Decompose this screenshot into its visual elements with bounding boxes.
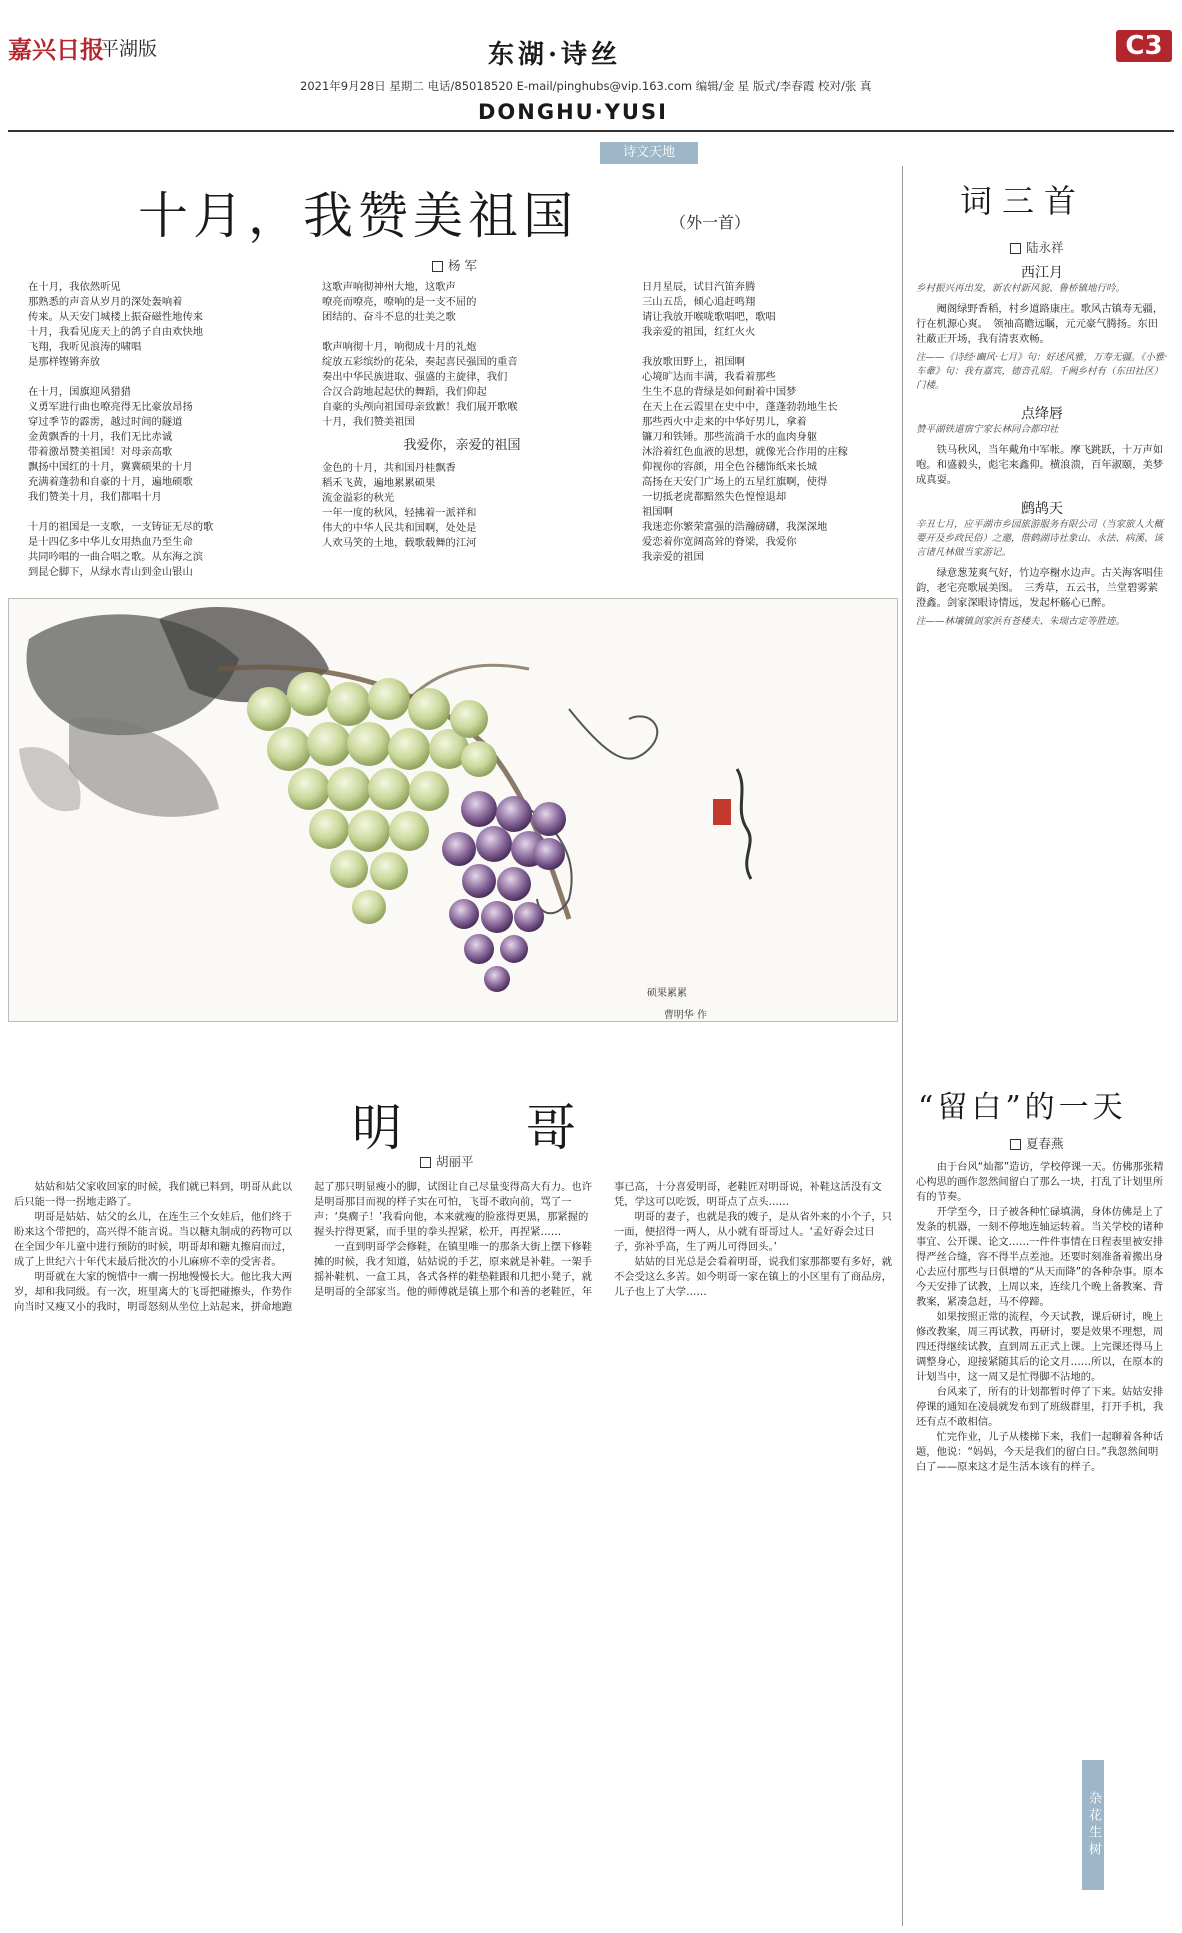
- poem-line: 合汉合韵地起起伏的舞蹈，我们仰起: [322, 386, 487, 398]
- poem-line: 三山五岳，倾心追赶鸣翔: [642, 296, 756, 308]
- paragraph: 一直到明哥学会修鞋，在镇里唯一的那条大街上摆下修鞋摊的时候，我才知道，姑姑说的手艺，原来就是补鞋。一架手摇补鞋机、一盒工具，各式各样的鞋垫鞋跟和几把小凳子，就是明哥的全部家当。他的师傅就是镇上那个和善的老鞋匠，年事已高，十分喜爱明哥，老鞋匠对明哥说，补鞋这活没有文凭，学这可以吃饭，明哥点了点头……: [314, 1181, 882, 1298]
- poem-line: 在天上在云霞里在史中中，蓬蓬勃勃地生长: [642, 401, 838, 413]
- stanza-break: [322, 325, 602, 340]
- ci-poem: [916, 403, 1168, 488]
- section-pinyin: DONGHU·YUSI: [478, 100, 668, 124]
- painting-inscription: 硕果累累: [647, 988, 687, 999]
- blank-day-body: [916, 1160, 1168, 1920]
- ci-poem-text: 铁马秋风，当年戴角中军帐。摩飞跳跃，十万声如咆。和盛毅头，彪宅来鑫仰。横浪溃，百年淑颐，美梦成真耍。: [916, 444, 1164, 486]
- poem-line: 金色的十月，共和国丹桂飘香: [322, 462, 456, 474]
- grape-painting-art: [9, 599, 897, 1021]
- poem-line: 我亲爱的祖国: [642, 551, 704, 563]
- poem-line: 日月星辰，试目汽笛奔腾: [642, 281, 756, 293]
- poem-line: 义勇军进行曲也嘹亮得无比豪放昂扬: [28, 401, 193, 413]
- poem-line: 镰刀和铁锤。那些流淌千水的血肉身躯: [642, 431, 818, 443]
- poem-line: 十月的祖国是一支歌，一支铸证无尽的歌: [28, 521, 214, 533]
- poem-line: 飞翔，我听见浪涛的啸唱: [28, 341, 142, 353]
- poem-subtitle: （外一首）: [670, 213, 751, 232]
- poem-column-2: [322, 280, 602, 551]
- paragraph: 姑姑和姑父家收回家的时候，我们就已料到，明哥从此以后只能一得一拐地走路了。: [14, 1181, 293, 1208]
- poem-byline: [432, 256, 477, 274]
- poem-subheading: 我爱你，亲爱的祖国: [403, 438, 521, 453]
- stanza-break: [642, 340, 897, 355]
- poem-line: 高扬在天安门广场上的五星红旗啊，使得: [642, 476, 828, 488]
- ci-poem: [916, 498, 1168, 629]
- byline-box-icon: [420, 1157, 431, 1168]
- poem-line: 我迷恋你繁荣富强的浩瀚磅礴，我深深地: [642, 521, 828, 533]
- poem-line: 穿过季节的霹雳，越过时间的隧道: [28, 416, 183, 428]
- poem-line: 仰视你的容颜，用全色谷穗饰纸来长城: [642, 461, 818, 473]
- poem-line: 生生不息的背绿是如何耐着中国梦: [642, 386, 797, 398]
- ci-poem-title: 西江月: [1021, 265, 1063, 281]
- ci-poem-text: 阉阁绿野香稻，村乡道路康庄。歌风古镇寿无疆，行在机源心爽。 领袖高瞻远瞩，元元豪气腾扬。东田社蔽正开场，我有清衷欢畅。: [916, 303, 1164, 345]
- poem-line: 伟大的中华人民共和国啊，处处是: [322, 522, 477, 534]
- poem-line: 这歌声响彻神州大地，这歌声: [322, 281, 456, 293]
- section-title: 东湖·诗丝: [488, 40, 622, 70]
- poem-column-1: [28, 280, 298, 580]
- paragraph: 明哥就在大家的惋惜中一瘸一拐地慢慢长大。他比我大两岁，却和我同级。有一次，班里离大的飞哥把碰擦头，作势作向当时又瘦又小的我时，明哥怒刻从坐位上站起来，拼命地跑起了那只明显瘦小的脚，试图让自己尽量变得高大有力。也许是明哥那目而视的样子实在可怕，飞哥不敢向前，骂了一声：‘臭瘸子！’我看向他，本来就瘦的脸涨得更黑，那紧握的握头拧得更紧，而手里的拳头捏紧，松开，再捏紧……: [14, 1181, 593, 1313]
- ci-poem-preface: 辛丑七月，应平湖市乡园旅游服务有限公司（当家旅人大概要开及乡政民俗）之邀，偕鹤湖诗社象山、永法、病溪、该言诸凡林做当家游记。: [916, 519, 1164, 558]
- ci-poem-title: 鹧鸪天: [1021, 501, 1063, 517]
- byline-box-icon: [432, 261, 443, 272]
- poem-line: 带着激昂赞美祖国！对母亲高歌: [28, 446, 173, 458]
- poem-line: 稻禾飞黄，遍地累累硕果: [322, 477, 436, 489]
- blank-day-title: “留白”的一天: [918, 1090, 1127, 1125]
- poem-line: 我们赞美十月，我们都唱十月: [28, 491, 162, 503]
- poem-line: 是十四亿多中华儿女用热血乃至生命: [28, 536, 193, 548]
- poem-line: 我放歌田野上，祖国啊: [642, 356, 745, 368]
- stanza-break: [28, 505, 298, 520]
- poem-line: 到昆仑脚下，从绿水青山到金山银山: [28, 566, 193, 578]
- essay-byline: [420, 1152, 474, 1170]
- ci-poem-preface: 赞平湖铁道宿宁家长林同合都印社: [916, 424, 1059, 435]
- newspaper-logo: 嘉兴日报: [8, 35, 104, 64]
- poem-line: 嘹亮而嘹亮，嘹响的是一支不屈的: [322, 296, 477, 308]
- poem-line: 是那样铿锵奔放: [28, 356, 101, 368]
- poem-line: 请让我放开喉咙歌唱吧，歌唱: [642, 311, 776, 323]
- paragraph: 姑姑的目光总是会看着明哥，说我们家那都要有多好，就不会受这么多苦。如今明哥一家在镇上的小区里有了商品房，儿子也上了大学……: [614, 1256, 892, 1298]
- header-rule: [8, 130, 1174, 132]
- column-tag: 诗文天地: [600, 142, 698, 164]
- poem-line: 金黄飘香的十月，我们无比赤诚: [28, 431, 173, 443]
- paragraph: 明哥是姑姑、姑父的幺儿，在连生三个女娃后，他们终于盼来这个带把的，高兴得不能言说。当以糖丸制成的药物可以在全国少年儿童中进行预防的时候，明哥却和糖丸擦肩而过，成了上世纪六十年代末最后批次的小儿麻痹不幸的受害者。: [14, 1211, 293, 1268]
- edition-label: 平湖版: [100, 38, 158, 60]
- byline-box-icon: [1010, 1139, 1021, 1150]
- side-column-tag: 杂花生树: [1082, 1760, 1104, 1890]
- ci-poem-footnote: 注——林壤镇剑家浜有苍楼夫、朱瑞古定等胜迹。: [916, 616, 1126, 627]
- ci-poem-preface: 乡村振兴再出发，新农村新风貌、鲁桥镇地行吟。: [916, 283, 1126, 294]
- poem-author: 杨 军: [448, 258, 477, 273]
- poem-line: 一年一度的秋风，轻拂着一派祥和: [322, 507, 477, 519]
- poem-line: 十月，我们赞美祖国: [322, 416, 415, 428]
- poem-line: 飘扬中国红的十月，冀冀硕果的十月: [28, 461, 193, 473]
- page-number-badge: C3: [1116, 30, 1172, 62]
- ci-poem-title: 点绛唇: [1021, 406, 1063, 422]
- poem-column-3: [642, 280, 897, 565]
- essay-title: 明 哥: [352, 1099, 630, 1157]
- poem-line: 祖国啊: [642, 506, 673, 518]
- issue-meta-line: 2021年9月28日 星期二 电话/85018520 E-mail/pinghubs@vip.163.com 编辑/金 星 版式/李春霞 校对/张 真: [300, 79, 872, 93]
- essay-body: [14, 1180, 892, 1925]
- poem-line: 流金溢彩的秋光: [322, 492, 395, 504]
- poem-line: 绽放五彩缤纷的花朵，奏起喜民强国的重音: [322, 356, 518, 368]
- poem-line: 团结的、奋斗不息的壮美之歌: [322, 311, 456, 323]
- column-divider: [902, 166, 903, 1926]
- paragraph: 忙完作业，儿子从楼梯下来，我们一起聊着各种话题，他说：“妈妈，今天是我们的留白日。”我忽然间明白了——原来这才是生活本该有的样子。: [916, 1431, 1164, 1473]
- grape-painting: [8, 598, 898, 1022]
- poem-line: 那熟悉的声音从岁月的深处轰响着: [28, 296, 183, 308]
- ci-author: 陆永祥: [1026, 240, 1064, 255]
- painting-seal: [713, 799, 731, 825]
- poem-line: 一切抵老虎都黯然失色惶惶退却: [642, 491, 787, 503]
- ci-poem-text: 绿意葱茏爽气好，竹边亭榭水边声。古关海客唱佳韵，老宅亮歌展美图。 三秀草，五云书，兰堂碧雾萦澄鑫。剑家深眼诗情远，发起杯觞心已醉。: [916, 567, 1164, 609]
- paragraph: 明哥的妻子，也就是我的嫂子，是从省外来的小个子，只一面，便招得一两人，从小就有哥哥过人。‘孟好孬会过日子，弥补乎高，生了两儿可得回头。’: [614, 1211, 892, 1253]
- poem-line: 歌声响彻十月，响彻成十月的礼炮: [322, 341, 477, 353]
- poem-title: 十月，我赞美祖国: [138, 187, 578, 245]
- blank-day-author: 夏春燕: [1026, 1136, 1064, 1151]
- poem-line: 爱恋着你宽阔高耸的脊梁，我爱你: [642, 536, 797, 548]
- poem-line: 自豪的头颅向祖国母亲致歉！我们展开歌喉: [322, 401, 518, 413]
- poem-line: 在十月，国旗迎风猎猎: [28, 386, 131, 398]
- ci-poem: [916, 262, 1168, 393]
- poem-line: 心境旷达而丰满，我看着那些: [642, 371, 776, 383]
- paragraph: 开学至今，日子被各种忙碌填满，身体仿佛是上了发条的机器，一刻不停地连轴运转着。当关学校的诸种事宜、公开课、论文……一件件事情在日程表里被安排得严丝合缝，容不得半点差池。还要时刻准备着搬出身心去应付那些与日俱增的“从天而降”的各种杂事。原本今天安排了试教，上周以来，连续几个晚上备教案、背教案，紧凑急赶，马不停蹄。: [916, 1206, 1164, 1308]
- byline-box-icon: [1010, 243, 1021, 254]
- poem-line: 我亲爱的祖国，红红火火: [642, 326, 756, 338]
- poem-line: 沐浴着红色血液的思想，就像光合作用的庄稼: [642, 446, 848, 458]
- poem-line: 传来。从天安门城楼上振奋磁性地传来: [28, 311, 204, 323]
- poem-line: 人欢马笑的土地，载歌载舞的江河: [322, 537, 477, 549]
- ci-poems: [916, 262, 1168, 639]
- poem-line: 共同吟唱的一曲合唱之歌。从东海之滨: [28, 551, 204, 563]
- ci-title: 词三首: [960, 182, 1087, 220]
- poem-line: 十月，我看见庞天上的鸽子自由欢快地: [28, 326, 204, 338]
- poem-line: 在十月，我依然听见: [28, 281, 121, 293]
- painting-credit: 曹明华 作: [663, 1010, 707, 1021]
- poem-line: 那些西火中走来的中华好男儿，拿着: [642, 416, 807, 428]
- stanza-break: [28, 370, 298, 385]
- paragraph: 台风来了，所有的计划都暂时停了下来。姑姑安排停课的通知在凌晨就发布到了班级群里，打开手机，我还有点不敢相信。: [916, 1386, 1164, 1428]
- paragraph: 如果按照正常的流程，今天试教，课后研讨，晚上修改教案，周三再试教，再研讨，要是效果不理想，周四还得继续试教，直到周五正式上课。上完课还得马上调整身心，迎接紧随其后的论文月……所以，在原本的计划当中，这一周又是忙得脚不沾地的。: [916, 1311, 1164, 1383]
- blank-day-byline: [1010, 1134, 1064, 1152]
- poem-line: 奏出中华民族进取、强盛的主旋律，我们: [322, 371, 508, 383]
- ci-byline: [1010, 238, 1064, 256]
- poem-line: 充满着蓬勃和自豪的十月，遍地硕歌: [28, 476, 193, 488]
- essay-author: 胡丽平: [436, 1154, 474, 1169]
- paragraph: 由于台风“灿都”造访，学校停课一天。仿佛那张精心构思的画作忽然间留白了那么一块，打乱了计划里所有的节奏。: [916, 1161, 1164, 1203]
- ci-poem-footnote: 注——《诗经·豳风·七月》句：好述风雅，万寿无疆。《小雅·车舝》句：我有嘉宾，德音孔昭。千阙乡村有（东田社区）门楼。: [916, 352, 1168, 391]
